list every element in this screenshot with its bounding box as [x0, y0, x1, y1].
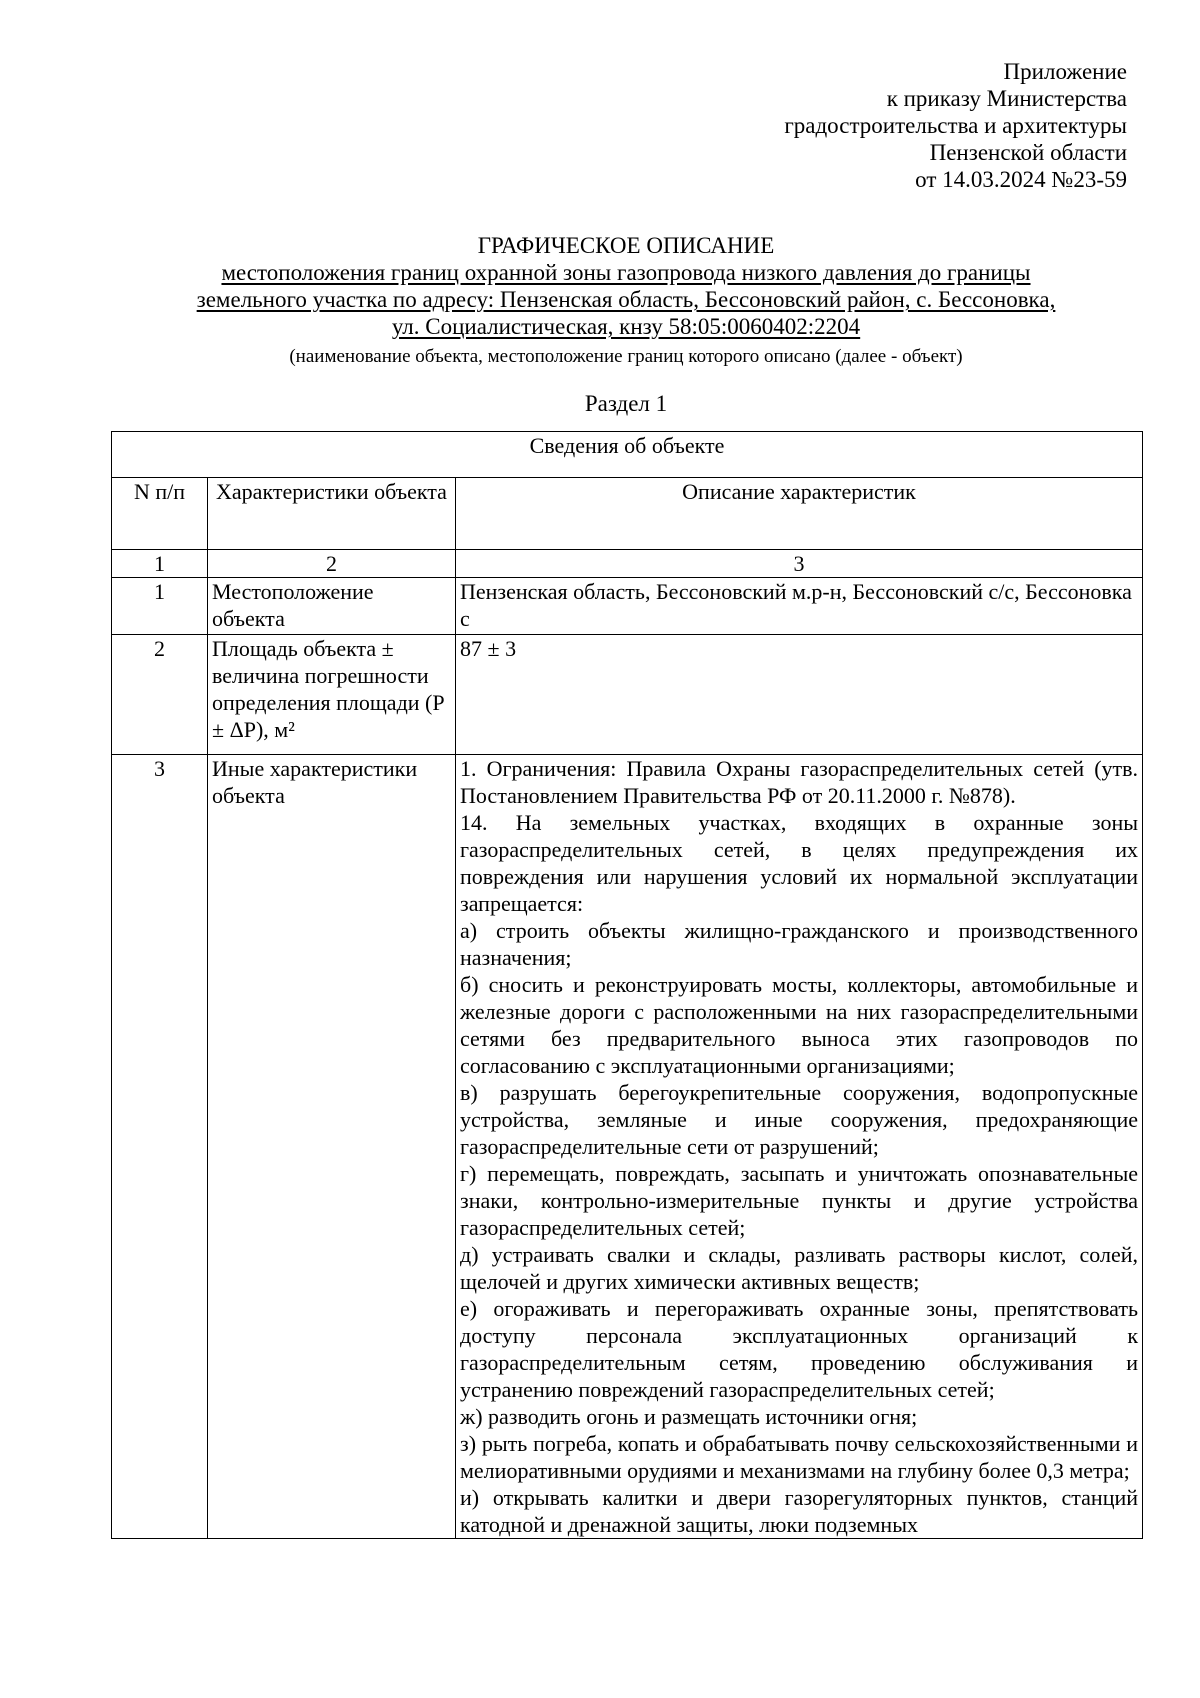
section-title: Раздел 1 — [584, 391, 668, 416]
subject-line: местоположения границ охранной зоны газопровода низкого давления до границы — [221, 260, 1031, 285]
row-description — [456, 755, 1143, 1539]
appendix-line: Приложение — [1003, 59, 1127, 84]
table-caption: Сведения об объекте — [112, 432, 1143, 478]
row-name: Площадь объекта ± величина погрешности определения площади (P ± ΔP), м² — [208, 635, 456, 755]
header-cell: Описание характеристик — [456, 478, 1143, 550]
row-value: 87 ± 3 — [456, 635, 1143, 755]
table-row — [112, 635, 1143, 755]
row-name: Иные характеристики объекта — [208, 755, 456, 1539]
row-value: Пензенская область, Бессоновский м.р-н, Бессоновский с/с, Бессоновка с — [456, 578, 1143, 635]
appendix-line: Пензенской области — [929, 140, 1127, 165]
row-number: 3 — [112, 755, 208, 1539]
column-number: 3 — [456, 550, 1143, 578]
column-number: 1 — [112, 550, 208, 578]
row-number: 1 — [112, 578, 208, 635]
restriction-paragraph: г) перемещать, повреждать, засыпать и уничтожать опознавательные знаки, контрольно-измерительные пункты и другие устройства газораспределительных сетей; — [460, 1161, 1139, 1240]
restriction-paragraph: ж) разводить огонь и размещать источники огня; — [460, 1404, 918, 1429]
restriction-paragraph: и) открывать калитки и двери газорегуляторных пунктов, станций катодной и дренажной защиты, люки подземных — [460, 1485, 1139, 1537]
table-row — [112, 578, 1143, 635]
restriction-paragraph: з) рыть погреба, копать и обрабатывать почву сельскохозяйственными и мелиоративными орудиями и механизмами на глубину более 0,3 метра; — [460, 1431, 1139, 1483]
subject-line: земельного участка по адресу: Пензенская область, Бессоновский район, с. Бессоновка, — [196, 287, 1056, 312]
subject-caption: (наименование объекта, местоположение границ которого описано (далее - объект) — [289, 346, 963, 367]
appendix-date: от 14.03.2024 №23-59 — [915, 167, 1127, 192]
restriction-paragraph: в) разрушать берегоукрепительные сооружения, водопропускные устройства, земляные и иные сооружения, предохраняющие газораспределительные сети от разрушений; — [460, 1080, 1139, 1159]
restriction-paragraph: 1. Ограничения: Правила Охраны газораспределительных сетей (утв. Постановлением Правительства РФ от 20.11.2000 г. №878). — [460, 756, 1139, 808]
header-cell: N п/п — [112, 478, 208, 550]
row-name: Местоположение объекта — [208, 578, 456, 635]
table-header-row — [112, 478, 1143, 550]
appendix-line: к приказу Министерства — [886, 86, 1127, 111]
restriction-paragraph: е) огораживать и перегораживать охранные зоны, препятствовать доступу персонала эксплуатационных организаций к газораспределительным сетям, проведению обслуживания и устранению повреждений газораспределительных сетей; — [460, 1296, 1139, 1402]
header-cell: Характеристики объекта — [208, 478, 456, 550]
object-info-table — [111, 431, 1143, 1539]
title-block — [110, 232, 1142, 370]
table-caption-row — [112, 432, 1143, 478]
column-number: 2 — [208, 550, 456, 578]
restriction-paragraph: б) сносить и реконструировать мосты, коллекторы, автомобильные и железные дороги с расположенными на них газораспределительными сетями без предварительного выноса этих газопроводов по согласованию с эксплуатационными организациями; — [460, 972, 1139, 1078]
row-number: 2 — [112, 635, 208, 755]
subject-line: ул. Социалистическая, кнзу 58:05:0060402:2204 — [391, 314, 861, 339]
restriction-paragraph: 14. На земельных участках, входящих в охранные зоны газораспределительных сетей, в целях предупреждения их повреждения или нарушения условий их нормальной эксплуатации запрещается: — [460, 810, 1139, 916]
table-row — [112, 755, 1143, 1539]
appendix-line: градостроительства и архитектуры — [784, 113, 1127, 138]
document-title: ГРАФИЧЕСКОЕ ОПИСАНИЕ — [477, 233, 775, 258]
appendix-block — [527, 58, 1127, 193]
column-numbers-row — [112, 550, 1143, 578]
restriction-paragraph: а) строить объекты жилищно-гражданского и производственного назначения; — [460, 918, 1139, 970]
restriction-paragraph: д) устраивать свалки и склады, разливать растворы кислот, солей, щелочей и других химически активных веществ; — [460, 1242, 1139, 1294]
